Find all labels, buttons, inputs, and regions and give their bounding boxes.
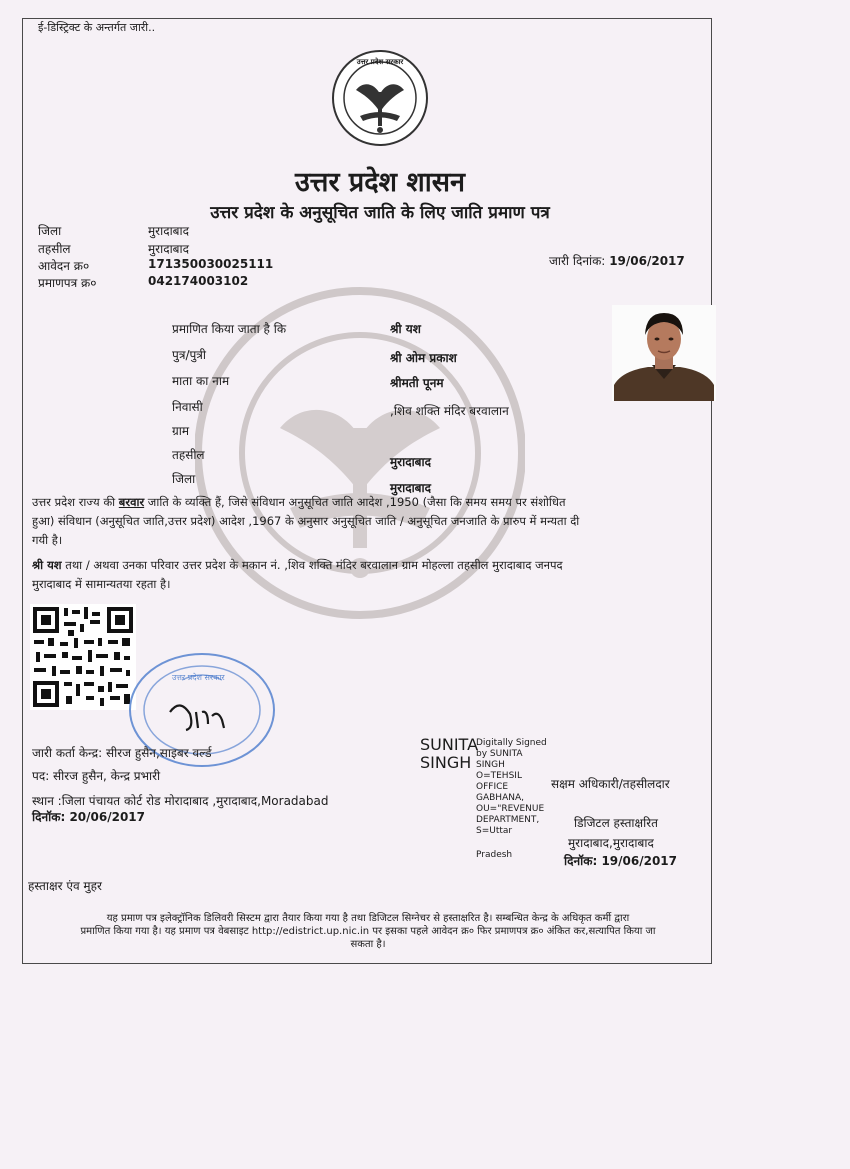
- info-block: [38, 222, 338, 291]
- para2-line1: तथा / अथवा उनका परिवार उत्तर प्रदेश के मकान नं. ,शिव शक्ति मंदिर बरवालान ग्राम मोहल्ला तहसील मुरादाबाद जनपद: [61, 558, 563, 572]
- applicant-photo: [612, 305, 716, 401]
- stamp-text: उत्तर प्रदेश सरकार: [172, 673, 225, 682]
- issuer-place: स्थान :जिला पंचायत कोर्ट रोड मोरादाबाद ,मुरादाबाद,Moradabad: [32, 794, 329, 808]
- authority-date: दिनॉक: 19/06/2017: [564, 854, 678, 868]
- sig-line: GABHANA,: [476, 793, 524, 803]
- issue-date: [549, 252, 685, 269]
- detail-label: माता का नाम: [172, 374, 230, 388]
- detail-label: तहसील: [172, 448, 205, 462]
- info-value: मुरादाबाद: [148, 242, 190, 256]
- footer-line-2: प्रमाणित किया गया है। यह प्रमाण पत्र वेबसाइट http://edistrict.up.nic.in पर इसका पहले आवेदन क्र० फिर प्रमाणपत्र क्र० अंकित कर,सत्यापित किया जा: [80, 926, 656, 937]
- sig-line: SINGH: [476, 760, 505, 770]
- page-title: उत्तर प्रदेश शासन: [295, 167, 465, 198]
- info-value: मुरादाबाद: [148, 224, 190, 238]
- sig-line: S=Uttar: [476, 826, 513, 836]
- sig-line: Digitally Signed: [476, 738, 547, 748]
- info-row: [38, 274, 338, 291]
- sig-line: DEPARTMENT,: [476, 815, 540, 825]
- sig-line-last: Pradesh: [476, 850, 513, 860]
- sig-line: OFFICE: [476, 782, 509, 792]
- tehsil-value: मुरादाबाद: [390, 455, 432, 469]
- para1-line1: जाति के व्यक्ति हैं, जिसे संविधान अनुसूचित जाति आदेश ,1950 (जैसा कि समय समय पर संशोधित: [144, 495, 566, 509]
- issue-date-label: जारी दिनांक:: [549, 254, 606, 268]
- info-label: आवेदन क्र०: [38, 259, 90, 273]
- authority-digital-sign: डिजिटल हस्ताक्षरित: [574, 816, 658, 830]
- resident-name: श्री यश: [32, 558, 62, 572]
- detail-label: ग्राम: [172, 424, 190, 438]
- mother-name: श्रीमती पूनम: [390, 376, 444, 390]
- sig-line: by SUNITA: [476, 749, 523, 759]
- issuing-center: जारी कर्ता केन्द्र: सीरज हुसैन,साइबर वर्ल्ड: [32, 746, 212, 760]
- sig-line: [476, 837, 547, 848]
- applicant-name: श्री यश: [390, 322, 421, 336]
- detail-label: पुत्र/पुत्री: [172, 348, 207, 362]
- info-row: [38, 257, 338, 274]
- district-value: मुरादाबाद: [390, 481, 432, 495]
- sig-line: O=TEHSIL: [476, 771, 522, 781]
- father-name: श्री ओम प्रकाश: [390, 351, 457, 365]
- emblem-text: उत्तर प्रदेश सरकार: [356, 58, 404, 66]
- signer-name-1: SUNITA: [420, 735, 479, 754]
- footer-line-1: यह प्रमाण पत्र इलेक्ट्रॉनिक डिलिवरी सिस्टम द्वारा तैयार किया गया है तथा डिजिटल सिग्नेचर से हस्ताक्षरित है। सम्बन्धित केन्द्र के अधिकृत कर्मी द्वारा: [106, 913, 630, 924]
- detail-label: जिला: [172, 472, 196, 486]
- sig-line: OU="REVENUE: [476, 804, 545, 814]
- issuer-post: पद: सीरज हुसैन, केन्द्र प्रभारी: [32, 769, 161, 783]
- caste-line-2: हुआ) संविधान (अनुसूचित जाति,उत्तर प्रदेश) आदेश ,1967 के अनुसार अनुसूचित जाति / अनुसूचित जनजाति के प्रारुप में मन्यता दी: [32, 514, 580, 528]
- footer-note: [28, 912, 708, 951]
- page-subtitle: उत्तर प्रदेश के अनुसूचित जाति के लिए जाति प्रमाण पत्र: [210, 203, 550, 223]
- caste-paragraph: [32, 493, 708, 550]
- authority-title: सक्षम अधिकारी/तहसीलदार: [551, 777, 670, 791]
- info-row: [38, 240, 338, 257]
- signer-name-2: SINGH: [420, 753, 472, 772]
- detail-label: प्रमाणित किया जाता है कि: [172, 322, 287, 336]
- applicant-photo-image: [612, 305, 716, 401]
- authority-place: मुरादाबाद,मुरादाबाद: [568, 836, 654, 850]
- residence-value: ,शिव शक्ति मंदिर बरवालान: [390, 404, 509, 418]
- info-label: तहसील: [38, 242, 71, 256]
- residence-line-1: [32, 556, 708, 575]
- issue-date-value: 19/06/2017: [609, 254, 685, 268]
- application-number: 171350030025111: [148, 257, 274, 271]
- issuer-date: दिनॉक: 20/06/2017: [32, 810, 146, 824]
- residence-line-2: मुरादाबाद में सामान्यतया रहता है।: [32, 577, 171, 591]
- signature-details: [476, 738, 547, 848]
- caste-line-1: [32, 493, 708, 512]
- header-note: ई-डिस्ट्रिक्ट के अन्तर्गत जारी..: [38, 21, 156, 34]
- detail-label: निवासी: [172, 400, 203, 414]
- certificate-number: 042174003102: [148, 274, 249, 288]
- caste-name: बरवार: [118, 495, 145, 509]
- signature-seal-label: हस्ताक्षर एंव मुहर: [28, 879, 102, 893]
- info-label: जिला: [38, 224, 62, 238]
- residence-paragraph: [32, 556, 708, 594]
- info-row: [38, 222, 338, 240]
- caste-line-3: गयी है।: [32, 533, 63, 547]
- footer-line-3: सकता है।: [350, 939, 386, 950]
- digital-signature: [420, 736, 560, 866]
- info-label: प्रमाणपत्र क्र०: [38, 276, 97, 290]
- up-emblem: [330, 48, 430, 148]
- para1-prefix: उत्तर प्रदेश राज्य की: [32, 495, 119, 509]
